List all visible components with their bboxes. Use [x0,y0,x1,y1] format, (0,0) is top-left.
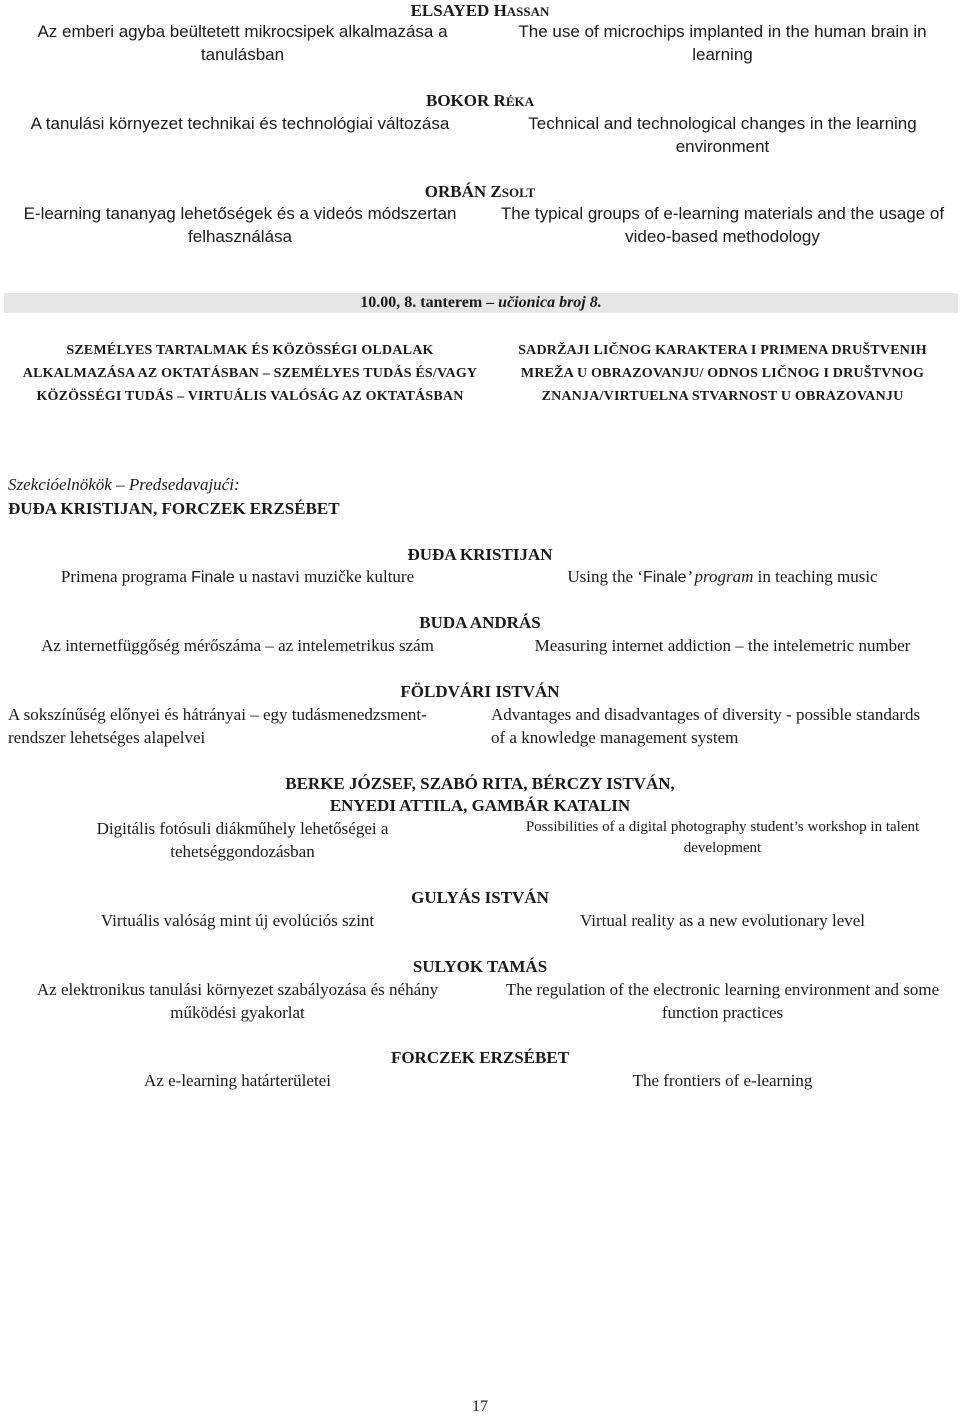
author-group-2: ENYEDI ATTILA, GAMBÁR KATALIN [329,796,631,815]
chairs-label: Szekcióelnökök – Predsedavajući: [8,475,240,494]
author-group: BERKE JÓZSEF, SZABÓ RITA, BÉRCZY ISTVÁN, [285,774,675,793]
section-title-sr: SADRŽAJI LIČNOG KARAKTERA I PRIMENA DRUŠTVENIH MREŽA U OBRAZOVANJU/ ODNOS LIČNOG I DRUŠTVNOG ZNANJA/VIRTUELNA STVARNOST U OBRAZOVANJU [518,343,927,404]
chairs-names: ĐUĐA KRISTIJAN, FORCZEK ERZSÉBET [8,499,340,518]
author-elsayed-hassan: ELSAYED HASSAN [410,1,550,20]
author-foldvari-istvan: FÖLDVÁRI ISTVÁN [400,682,560,701]
author-sulyok-tamas: SULYOK TAMÁS [412,957,548,976]
author-forczek-erzsebet: FORCZEK ERZSÉBET [390,1048,570,1067]
page-number: 17 [472,1398,488,1415]
title-en-2: Technical and technological changes in the learning environment [528,114,917,156]
author-bokor-reka: BOKOR RÉKA [426,91,534,110]
title-en-1: The use of microchips implanted in the human brain in learning [518,22,927,64]
author-buda-andras: BUDA ANDRÁS [419,613,541,632]
title-en-7: Possibilities of a digital photography student’s workshop in talent development [525,819,920,856]
title-hu-6: A sokszínűség előnyei és hátrányai – egy tudásmenedzsment-rendszer lehetséges alapelvei [8,705,427,747]
title-hu-8: Virtuális valóság mint új evolúciós szint [100,911,375,930]
title-en-6: Advantages and disadvantages of diversity - possible standards of a knowledge management system [491,705,921,747]
title-en-10: The frontiers of e-learning [632,1071,813,1090]
title-en-4: Using the ‘Finale’ program in teaching music [567,567,878,586]
title-hu-9: Az elektronikus tanulási környezet szabályozása és néhány működési gyakorlat [36,980,439,1022]
title-en-5: Measuring internet addiction – the intelemetric number [534,636,911,655]
title-hu-1: Az emberi agyba beültetett mikrocsipek alkalmazása a tanulásban [37,22,448,64]
title-hu-2: A tanulási környezet technikai és technológiai változása [30,114,450,133]
title-en-8: Virtual reality as a new evolutionary level [579,911,866,930]
author-orban-zsolt: ORBÁN ZSOLT [424,182,536,201]
author-duda-kristijan: ĐUĐA KRISTIJAN [407,545,553,564]
section-time-room: 10.00, 8. tanterem – učionica broj 8. [4,293,958,313]
title-hu-3: E-learning tananyag lehetőségek és a videós módszertan felhasználása [23,204,457,246]
title-hu-10: Az e-learning határterületei [144,1071,331,1090]
title-en-3: The typical groups of e-learning materials and the usage of video-based methodology [500,204,945,246]
section-title-hu: SZEMÉLYES TARTALMAK ÉS KÖZÖSSÉGI OLDALAK ALKALMAZÁSA AZ OKTATÁSBAN – SZEMÉLYES TUDÁS ÉS/VAGY KÖZÖSSÉGI TUDÁS – VIRTUÁLIS VALÓSÁG AZ OKTATÁSBAN [22,343,478,404]
title-en-9: The regulation of the electronic learning environment and some function practices [505,980,940,1022]
author-gulyas-istvan: GULYÁS ISTVÁN [411,888,549,907]
title-hu-7: Digitális fotósuli diákműhely lehetőségei a tehetséggondozásban [96,819,389,861]
title-sr-4: Primena programa Finale u nastavi muzičke kulture [60,567,415,586]
title-hu-5: Az internetfüggőség mérőszáma – az intelemetrikus szám [41,636,434,655]
